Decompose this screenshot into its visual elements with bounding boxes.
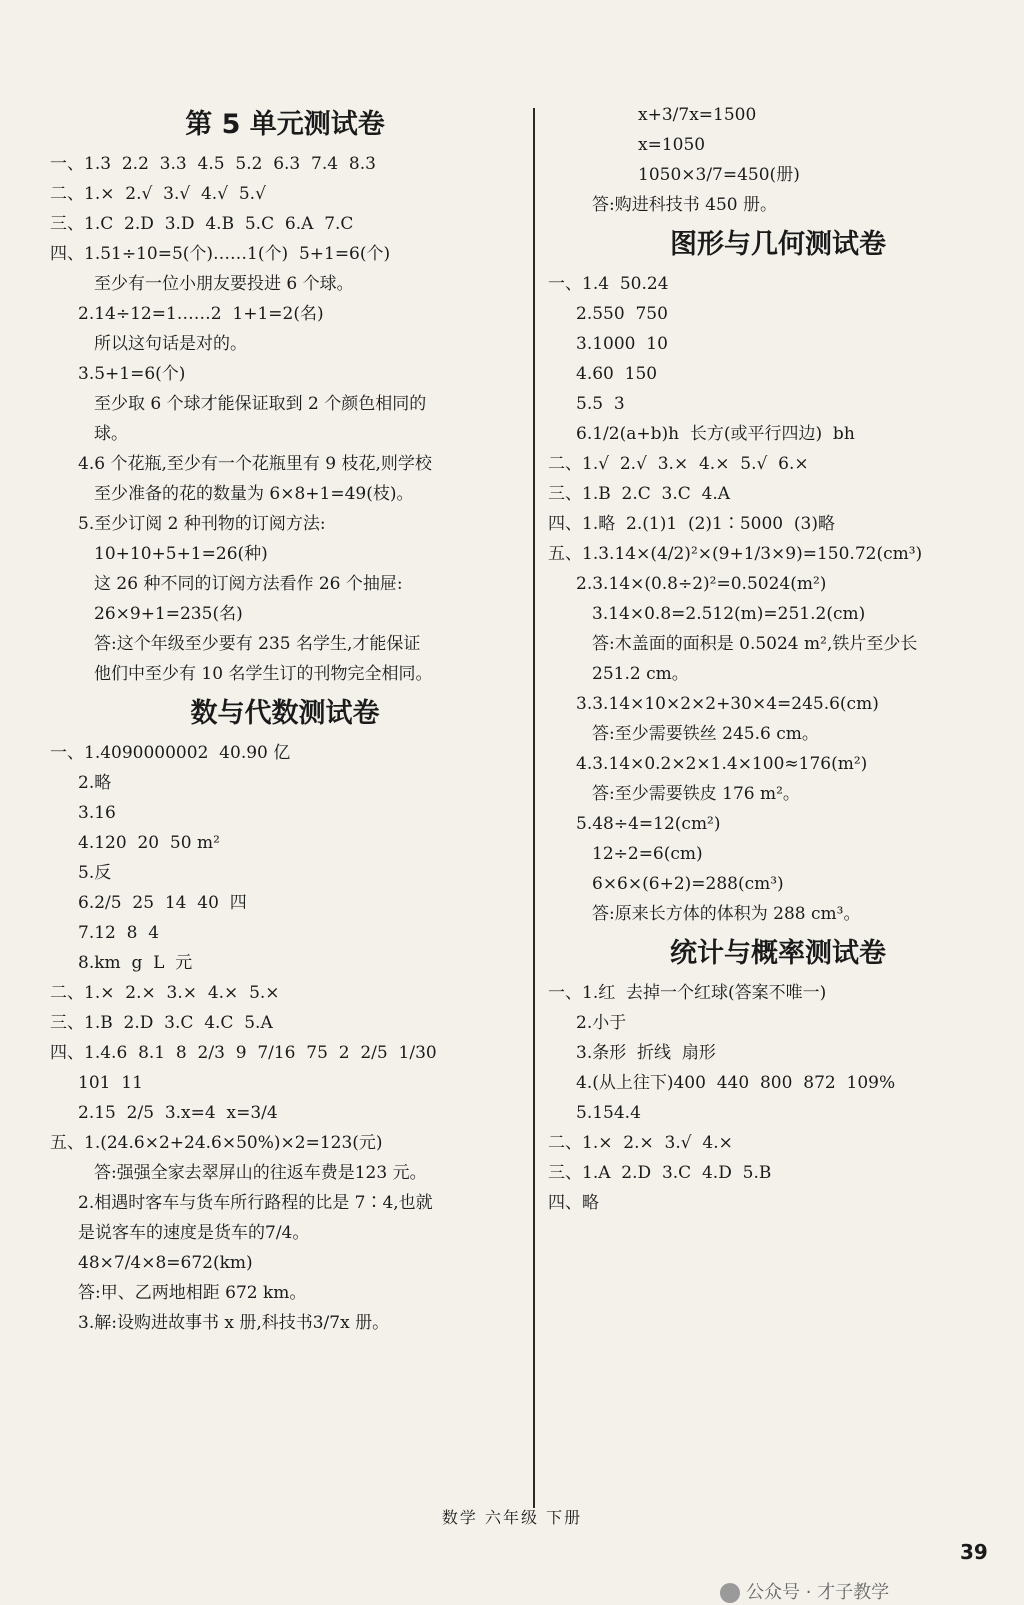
answer-line: 答:至少需要铁丝 245.6 cm。 xyxy=(592,724,819,744)
answer-line: 三、1.B 2.C 3.C 4.A xyxy=(548,484,731,504)
answer-line: 答:购进科技书 450 册。 xyxy=(592,195,777,215)
right-column xyxy=(548,100,1008,1218)
page-number: 39 xyxy=(960,1540,988,1564)
answer-line: 一、1.红 去掉一个红球(答案不唯一) xyxy=(548,983,827,1003)
section-title-stats: 统计与概率测试卷 xyxy=(670,938,886,969)
answer-line: 3.1000 10 xyxy=(576,334,668,354)
answer-line: 5.48÷4=12(cm²) xyxy=(576,814,721,834)
answer-line: 答:至少需要铁皮 176 m²。 xyxy=(592,784,800,804)
answer-line: 至少有一位小朋友要投进 6 个球。 xyxy=(94,274,354,294)
answer-line: 四、1.略 2.(1)1 (2)1∶5000 (3)略 xyxy=(548,514,835,534)
geometry-answers xyxy=(548,269,1008,929)
answer-line: x=1050 xyxy=(638,135,706,155)
answer-line: 8.km g L 元 xyxy=(78,953,193,973)
answer-line: 3.14×0.8=2.512(m)=251.2(cm) xyxy=(592,604,866,624)
answer-line: 答:原来长方体的体积为 288 cm³。 xyxy=(592,904,861,924)
answer-line: 2.15 2/5 3.x=4 x=3/4 xyxy=(78,1103,278,1123)
answer-line: 2.小于 xyxy=(576,1013,627,1033)
answer-line: 4.120 20 50 m² xyxy=(78,833,220,853)
left-column xyxy=(50,100,520,1338)
answer-line: x+3/7x=1500 xyxy=(638,105,757,125)
answer-line: 12÷2=6(cm) xyxy=(592,844,703,864)
answer-line: 5.反 xyxy=(78,863,112,883)
answer-line: 一、1.4 50.24 xyxy=(548,274,669,294)
answer-line: 二、1.× 2.× 3.× 4.× 5.× xyxy=(50,983,280,1003)
answer-line: 答:木盖面的面积是 0.5024 m²,铁片至少长 xyxy=(592,634,918,654)
answer-line: 至少准备的花的数量为 6×8+1=49(枝)。 xyxy=(94,484,414,504)
answer-line: 五、1.(24.6×2+24.6×50%)×2=123(元) xyxy=(50,1133,383,1153)
answer-line: 所以这句话是对的。 xyxy=(94,334,247,354)
section-title-algebra: 数与代数测试卷 xyxy=(190,698,380,729)
answer-line: 四、1.4.6 8.1 8 2/3 9 7/16 75 2 2/5 1/30 xyxy=(50,1043,437,1063)
answer-line: 3.解:设购进故事书 x 册,科技书3/7x 册。 xyxy=(78,1313,390,1333)
answer-line: 答:这个年级至少要有 235 名学生,才能保证 xyxy=(94,634,421,654)
wechat-icon xyxy=(720,1583,740,1603)
answer-line: 二、1.× 2.× 3.√ 4.× xyxy=(548,1133,733,1153)
answer-line: 4.3.14×0.2×2×1.4×100≈176(m²) xyxy=(576,754,868,774)
watermark-text: 公众号 · 才子教学 xyxy=(746,1582,890,1603)
answer-line: 二、1.√ 2.√ 3.× 4.× 5.√ 6.× xyxy=(548,454,809,474)
answer-line: 5.154.4 xyxy=(576,1103,641,1123)
unit5-answers xyxy=(50,149,520,689)
answer-line: 251.2 cm。 xyxy=(592,664,689,684)
answer-line: 是说客车的速度是货车的7/4。 xyxy=(78,1223,310,1243)
answer-line: 3.5+1=6(个) xyxy=(78,364,186,384)
answer-line: 3.3.14×10×2×2+30×4=245.6(cm) xyxy=(576,694,879,714)
watermark xyxy=(720,1578,889,1604)
answer-line: 五、1.3.14×(4/2)²×(9+1/3×9)=150.72(cm³) xyxy=(548,544,923,564)
answer-line: 三、1.A 2.D 3.C 4.D 5.B xyxy=(548,1163,772,1183)
answer-line: 2.550 750 xyxy=(576,304,668,324)
answer-line: 1050×3/7=450(册) xyxy=(638,165,800,185)
answer-line: 6.1/2(a+b)h 长方(或平行四边) bh xyxy=(576,424,855,444)
answer-line: 答:甲、乙两地相距 672 km。 xyxy=(78,1283,307,1303)
answer-line: 7.12 8 4 xyxy=(78,923,160,943)
answer-line: 2.略 xyxy=(78,773,112,793)
answer-line: 6×6×(6+2)=288(cm³) xyxy=(592,874,784,894)
answer-line: 5.至少订阅 2 种刊物的订阅方法: xyxy=(78,514,326,534)
answer-line: 3.16 xyxy=(78,803,116,823)
answer-line: 答:强强全家去翠屏山的往返车费是123 元。 xyxy=(94,1163,427,1183)
answer-line: 至少取 6 个球才能保证取到 2 个颜色相同的 xyxy=(94,394,427,414)
answer-line: 三、1.B 2.D 3.C 4.C 5.A xyxy=(50,1013,273,1033)
answer-line: 他们中至少有 10 名学生订的刊物完全相同。 xyxy=(94,664,433,684)
algebra-answers xyxy=(50,738,520,1338)
answer-line: 四、略 xyxy=(548,1193,599,1213)
answer-line: 四、1.51÷10=5(个)……1(个) 5+1=6(个) xyxy=(50,244,391,264)
answer-line: 2.14÷12=1……2 1+1=2(名) xyxy=(78,304,324,324)
answer-line: 3.条形 折线 扇形 xyxy=(576,1043,716,1063)
stats-answers xyxy=(548,978,1008,1218)
answer-line: 10+10+5+1=26(种) xyxy=(94,544,268,564)
answer-line: 4.6 个花瓶,至少有一个花瓶里有 9 枝花,则学校 xyxy=(78,454,432,474)
answer-line: 26×9+1=235(名) xyxy=(94,604,243,624)
answer-line: 4.60 150 xyxy=(576,364,658,384)
answer-line: 48×7/4×8=672(km) xyxy=(78,1253,253,1273)
answer-line: 这 26 种不同的订阅方法看作 26 个抽屉: xyxy=(94,574,403,594)
page-footer: 数学 六年级 下册 xyxy=(441,1508,583,1527)
answer-line: 5.5 3 xyxy=(576,394,625,414)
algebra-continued xyxy=(548,100,1008,220)
answer-line: 101 11 xyxy=(78,1073,143,1093)
answer-line: 球。 xyxy=(94,424,128,444)
answer-line: 2.相遇时客车与货车所行路程的比是 7∶4,也就 xyxy=(78,1193,433,1213)
answer-line: 4.(从上往下)400 440 800 872 109% xyxy=(576,1073,896,1093)
section-title-unit5: 第 5 单元测试卷 xyxy=(185,109,385,140)
answer-line: 一、1.4090000002 40.90 亿 xyxy=(50,743,291,763)
answer-line: 6.2/5 25 14 40 四 xyxy=(78,893,247,913)
answer-line: 一、1.3 2.2 3.3 4.5 5.2 6.3 7.4 8.3 xyxy=(50,154,376,174)
section-title-geometry: 图形与几何测试卷 xyxy=(670,229,886,260)
column-divider xyxy=(533,108,535,1508)
answer-line: 2.3.14×(0.8÷2)²=0.5024(m²) xyxy=(576,574,827,594)
answer-line: 三、1.C 2.D 3.D 4.B 5.C 6.A 7.C xyxy=(50,214,354,234)
answer-line: 二、1.× 2.√ 3.√ 4.√ 5.√ xyxy=(50,184,266,204)
